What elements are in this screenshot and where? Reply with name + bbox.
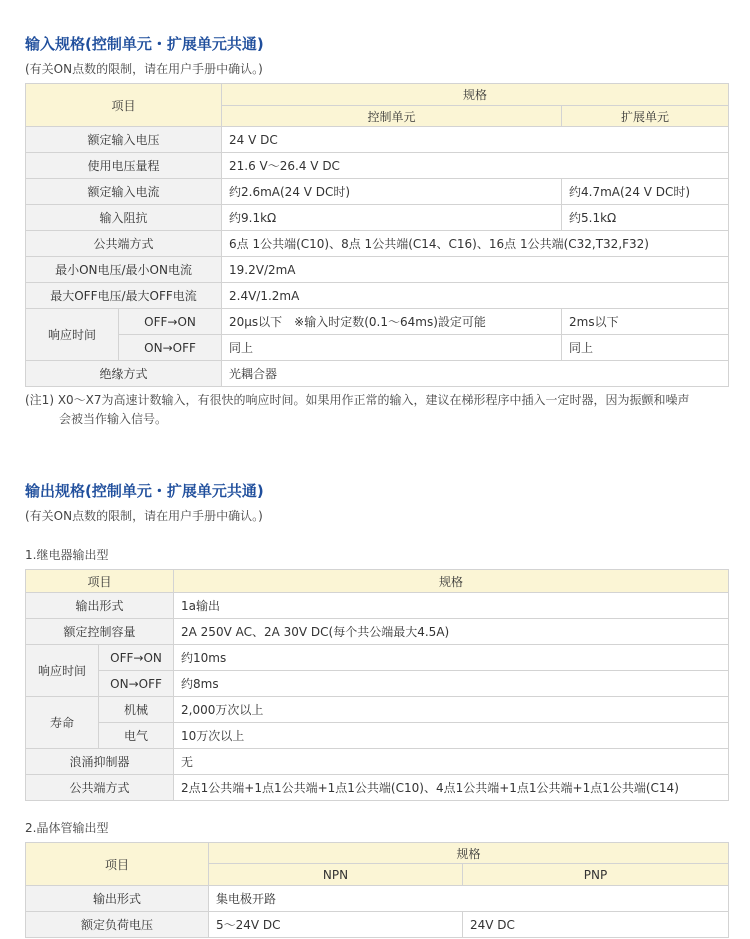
row-value: 光耦合器: [222, 361, 729, 387]
header-item: 项目: [26, 570, 174, 593]
row-label: 使用电压量程: [26, 153, 222, 179]
row-label: 最大OFF电压/最大OFF电流: [26, 283, 222, 309]
row-value: 19.2V/2mA: [222, 257, 729, 283]
row-value: 集电极开路: [209, 886, 729, 912]
header-item: 项目: [26, 843, 209, 886]
row-label: 公共端方式: [26, 775, 174, 801]
row-label: 响应时间: [26, 645, 99, 697]
row-value: 24 V DC: [222, 127, 729, 153]
row-label: 公共端方式: [26, 231, 222, 257]
expansion-value: 约5.1kΩ: [562, 205, 729, 231]
relay-section-label: 1.继电器输出型: [25, 548, 109, 562]
row-value: 2A 250V AC、2A 30V DC(每个共公端最大4.5A): [174, 619, 729, 645]
header-pnp: PNP: [463, 864, 729, 886]
row-label: 额定控制容量: [26, 619, 174, 645]
row-value: 21.6 V～26.4 V DC: [222, 153, 729, 179]
header-control-unit: 控制单元: [222, 106, 562, 127]
sub-label: OFF→ON: [99, 645, 174, 671]
row-label: 最小ON电压/最小ON电流: [26, 257, 222, 283]
row-value: 约8ms: [174, 671, 729, 697]
sub-label: ON→OFF: [119, 335, 222, 361]
row-label: 输出形式: [26, 886, 209, 912]
expansion-value: 2ms以下: [562, 309, 729, 335]
row-value: 2.4V/1.2mA: [222, 283, 729, 309]
footnote-line-2: 会被当作输入信号。: [59, 412, 168, 426]
footnote-line-1: (注1) X0～X7为高速计数输入，有很快的响应时间。如果用作正常的输入，建议在梯形程序中插入一定时器，因为振颤和噪声: [25, 393, 690, 407]
input-spec-subtitle: (有关ON点数的限制，请在用户手册中确认。): [25, 62, 263, 76]
control-value: 同上: [222, 335, 562, 361]
control-value: 约9.1kΩ: [222, 205, 562, 231]
row-value: 2,000万次以上: [174, 697, 729, 723]
row-label: 响应时间: [26, 309, 119, 361]
header-spec: 规格: [222, 84, 729, 106]
row-label: 寿命: [26, 697, 99, 749]
header-npn: NPN: [209, 864, 463, 886]
row-value: 约10ms: [174, 645, 729, 671]
header-item: 项目: [26, 84, 222, 127]
transistor-output-table: [25, 842, 729, 938]
row-label: 绝缘方式: [26, 361, 222, 387]
sub-label: 电气: [99, 723, 174, 749]
row-label: 额定输入电流: [26, 179, 222, 205]
input-spec-title: 输入规格(控制单元・扩展单元共通): [25, 35, 264, 53]
row-value: 2点1公共端+1点1公共端+1点1公共端(C10)、4点1公共端+1点1公共端+1点1公共端(C14): [174, 775, 729, 801]
header-expansion-unit: 扩展单元: [562, 106, 729, 127]
sub-label: 机械: [99, 697, 174, 723]
expansion-value: 约4.7mA(24 V DC时): [562, 179, 729, 205]
input-spec-table: [25, 83, 729, 387]
row-value: 6点 1公共端(C10)、8点 1公共端(C14、C16)、16点 1公共端(C32,T32,F32): [222, 231, 729, 257]
control-value: 约2.6mA(24 V DC时): [222, 179, 562, 205]
row-label: 额定负荷电压: [26, 912, 209, 938]
row-label: 额定输入电压: [26, 127, 222, 153]
header-spec: 规格: [174, 570, 729, 593]
output-spec-title: 输出规格(控制单元・扩展单元共通): [25, 482, 264, 500]
row-value: 1a输出: [174, 593, 729, 619]
input-footnote: [25, 391, 725, 429]
control-value: 20μs以下 ※输入时定数(0.1～64ms)設定可能: [222, 309, 562, 335]
relay-output-table: [25, 569, 729, 801]
header-spec: 规格: [209, 843, 729, 864]
sub-label: OFF→ON: [119, 309, 222, 335]
npn-value: 5～24V DC: [209, 912, 463, 938]
pnp-value: 24V DC: [463, 912, 729, 938]
row-value: 无: [174, 749, 729, 775]
row-label: 浪涌抑制器: [26, 749, 174, 775]
expansion-value: 同上: [562, 335, 729, 361]
sub-label: ON→OFF: [99, 671, 174, 697]
output-spec-subtitle: (有关ON点数的限制，请在用户手册中确认。): [25, 509, 263, 523]
row-label: 输出形式: [26, 593, 174, 619]
row-value: 10万次以上: [174, 723, 729, 749]
row-label: 输入阻抗: [26, 205, 222, 231]
transistor-section-label: 2.晶体管输出型: [25, 821, 109, 835]
